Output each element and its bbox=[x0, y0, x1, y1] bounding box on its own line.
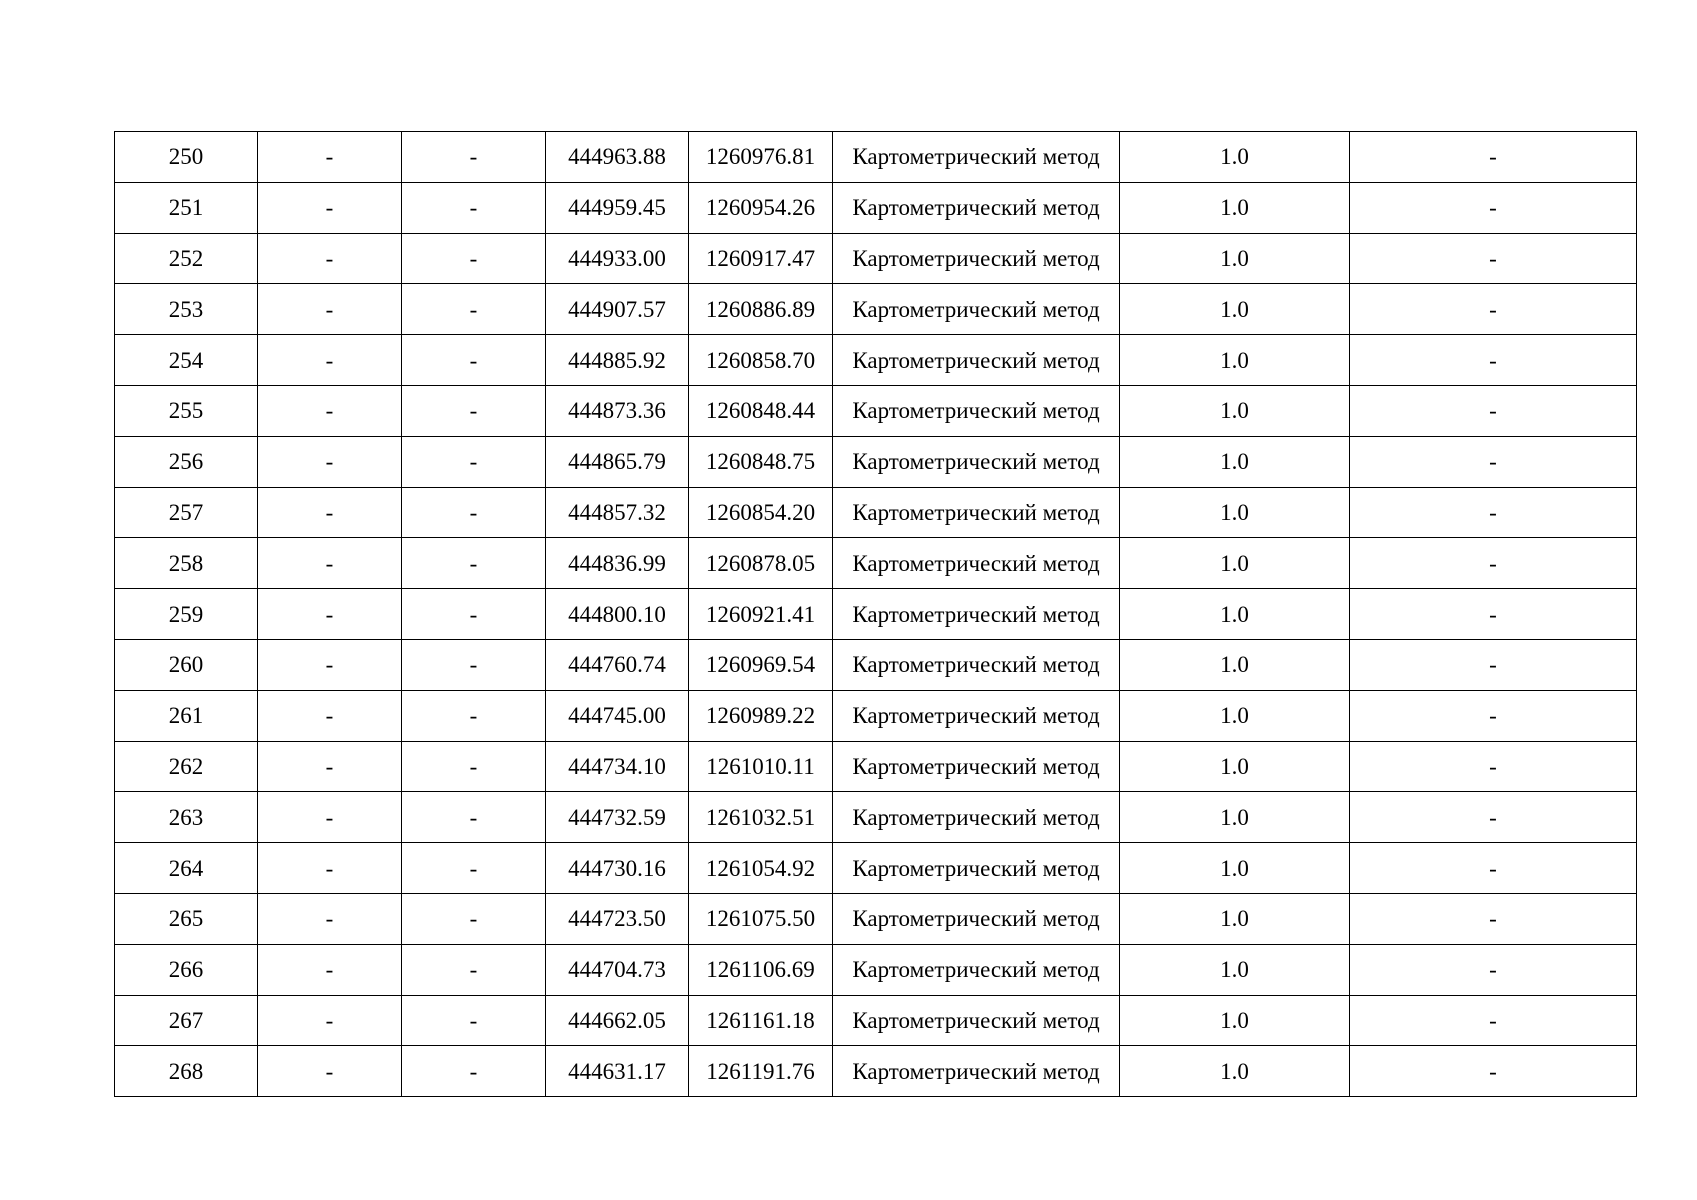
y-coordinate-cell: 1260954.26 bbox=[689, 182, 833, 233]
empty-value-cell: - bbox=[1350, 538, 1637, 589]
x-coordinate-cell: 444885.92 bbox=[546, 335, 689, 386]
x-coordinate-cell: 444760.74 bbox=[546, 639, 689, 690]
y-coordinate-cell: 1260976.81 bbox=[689, 132, 833, 183]
empty-value-cell: - bbox=[1350, 487, 1637, 538]
accuracy-cell: 1.0 bbox=[1120, 995, 1350, 1046]
empty-value-cell: - bbox=[1350, 843, 1637, 894]
x-coordinate-cell: 444730.16 bbox=[546, 843, 689, 894]
empty-value-cell: - bbox=[402, 233, 546, 284]
y-coordinate-cell: 1261054.92 bbox=[689, 843, 833, 894]
point-number-cell: 266 bbox=[115, 944, 258, 995]
empty-value-cell: - bbox=[402, 639, 546, 690]
empty-value-cell: - bbox=[258, 436, 402, 487]
empty-value-cell: - bbox=[1350, 182, 1637, 233]
empty-value-cell: - bbox=[402, 741, 546, 792]
table-row bbox=[115, 690, 1637, 741]
empty-value-cell: - bbox=[402, 385, 546, 436]
x-coordinate-cell: 444873.36 bbox=[546, 385, 689, 436]
empty-value-cell: - bbox=[1350, 792, 1637, 843]
point-number-cell: 250 bbox=[115, 132, 258, 183]
point-number-cell: 259 bbox=[115, 589, 258, 640]
empty-value-cell: - bbox=[258, 690, 402, 741]
empty-value-cell: - bbox=[1350, 944, 1637, 995]
empty-value-cell: - bbox=[258, 589, 402, 640]
point-number-cell: 262 bbox=[115, 741, 258, 792]
point-number-cell: 255 bbox=[115, 385, 258, 436]
method-cell: Картометрический метод bbox=[833, 843, 1120, 894]
accuracy-cell: 1.0 bbox=[1120, 487, 1350, 538]
empty-value-cell: - bbox=[258, 639, 402, 690]
accuracy-cell: 1.0 bbox=[1120, 182, 1350, 233]
empty-value-cell: - bbox=[258, 182, 402, 233]
x-coordinate-cell: 444704.73 bbox=[546, 944, 689, 995]
empty-value-cell: - bbox=[402, 436, 546, 487]
point-number-cell: 253 bbox=[115, 284, 258, 335]
y-coordinate-cell: 1260848.75 bbox=[689, 436, 833, 487]
empty-value-cell: - bbox=[1350, 893, 1637, 944]
y-coordinate-cell: 1260858.70 bbox=[689, 335, 833, 386]
point-number-cell: 268 bbox=[115, 1046, 258, 1097]
point-number-cell: 254 bbox=[115, 335, 258, 386]
method-cell: Картометрический метод bbox=[833, 792, 1120, 843]
table-row bbox=[115, 792, 1637, 843]
table-row bbox=[115, 944, 1637, 995]
empty-value-cell: - bbox=[258, 995, 402, 1046]
table-row bbox=[115, 182, 1637, 233]
y-coordinate-cell: 1261075.50 bbox=[689, 893, 833, 944]
empty-value-cell: - bbox=[1350, 436, 1637, 487]
accuracy-cell: 1.0 bbox=[1120, 639, 1350, 690]
method-cell: Картометрический метод bbox=[833, 385, 1120, 436]
table-row bbox=[115, 436, 1637, 487]
empty-value-cell: - bbox=[402, 893, 546, 944]
empty-value-cell: - bbox=[402, 792, 546, 843]
x-coordinate-cell: 444933.00 bbox=[546, 233, 689, 284]
method-cell: Картометрический метод bbox=[833, 944, 1120, 995]
y-coordinate-cell: 1260969.54 bbox=[689, 639, 833, 690]
empty-value-cell: - bbox=[258, 893, 402, 944]
empty-value-cell: - bbox=[402, 690, 546, 741]
empty-value-cell: - bbox=[1350, 589, 1637, 640]
table-row bbox=[115, 589, 1637, 640]
table-row bbox=[115, 741, 1637, 792]
method-cell: Картометрический метод bbox=[833, 639, 1120, 690]
table-row bbox=[115, 233, 1637, 284]
empty-value-cell: - bbox=[402, 944, 546, 995]
empty-value-cell: - bbox=[1350, 335, 1637, 386]
method-cell: Картометрический метод bbox=[833, 893, 1120, 944]
accuracy-cell: 1.0 bbox=[1120, 843, 1350, 894]
method-cell: Картометрический метод bbox=[833, 487, 1120, 538]
empty-value-cell: - bbox=[402, 182, 546, 233]
method-cell: Картометрический метод bbox=[833, 233, 1120, 284]
accuracy-cell: 1.0 bbox=[1120, 893, 1350, 944]
empty-value-cell: - bbox=[258, 487, 402, 538]
table-row bbox=[115, 538, 1637, 589]
x-coordinate-cell: 444800.10 bbox=[546, 589, 689, 640]
accuracy-cell: 1.0 bbox=[1120, 233, 1350, 284]
empty-value-cell: - bbox=[258, 741, 402, 792]
empty-value-cell: - bbox=[258, 1046, 402, 1097]
y-coordinate-cell: 1260921.41 bbox=[689, 589, 833, 640]
accuracy-cell: 1.0 bbox=[1120, 436, 1350, 487]
point-number-cell: 256 bbox=[115, 436, 258, 487]
x-coordinate-cell: 444836.99 bbox=[546, 538, 689, 589]
x-coordinate-cell: 444907.57 bbox=[546, 284, 689, 335]
accuracy-cell: 1.0 bbox=[1120, 284, 1350, 335]
accuracy-cell: 1.0 bbox=[1120, 690, 1350, 741]
empty-value-cell: - bbox=[258, 284, 402, 335]
empty-value-cell: - bbox=[1350, 284, 1637, 335]
point-number-cell: 263 bbox=[115, 792, 258, 843]
y-coordinate-cell: 1261161.18 bbox=[689, 995, 833, 1046]
empty-value-cell: - bbox=[402, 589, 546, 640]
empty-value-cell: - bbox=[402, 995, 546, 1046]
x-coordinate-cell: 444963.88 bbox=[546, 132, 689, 183]
method-cell: Картометрический метод bbox=[833, 538, 1120, 589]
y-coordinate-cell: 1261010.11 bbox=[689, 741, 833, 792]
empty-value-cell: - bbox=[402, 132, 546, 183]
coordinates-table bbox=[114, 131, 1637, 1097]
point-number-cell: 257 bbox=[115, 487, 258, 538]
empty-value-cell: - bbox=[1350, 995, 1637, 1046]
accuracy-cell: 1.0 bbox=[1120, 385, 1350, 436]
table-row bbox=[115, 843, 1637, 894]
table-row bbox=[115, 487, 1637, 538]
x-coordinate-cell: 444734.10 bbox=[546, 741, 689, 792]
x-coordinate-cell: 444662.05 bbox=[546, 995, 689, 1046]
table-row bbox=[115, 1046, 1637, 1097]
empty-value-cell: - bbox=[1350, 639, 1637, 690]
y-coordinate-cell: 1261191.76 bbox=[689, 1046, 833, 1097]
x-coordinate-cell: 444723.50 bbox=[546, 893, 689, 944]
accuracy-cell: 1.0 bbox=[1120, 792, 1350, 843]
y-coordinate-cell: 1261106.69 bbox=[689, 944, 833, 995]
method-cell: Картометрический метод bbox=[833, 690, 1120, 741]
point-number-cell: 252 bbox=[115, 233, 258, 284]
method-cell: Картометрический метод bbox=[833, 436, 1120, 487]
x-coordinate-cell: 444732.59 bbox=[546, 792, 689, 843]
table-row bbox=[115, 335, 1637, 386]
method-cell: Картометрический метод bbox=[833, 995, 1120, 1046]
point-number-cell: 265 bbox=[115, 893, 258, 944]
accuracy-cell: 1.0 bbox=[1120, 335, 1350, 386]
y-coordinate-cell: 1260886.89 bbox=[689, 284, 833, 335]
coordinates-table-body bbox=[115, 132, 1637, 1097]
accuracy-cell: 1.0 bbox=[1120, 132, 1350, 183]
empty-value-cell: - bbox=[402, 487, 546, 538]
accuracy-cell: 1.0 bbox=[1120, 944, 1350, 995]
method-cell: Картометрический метод bbox=[833, 182, 1120, 233]
empty-value-cell: - bbox=[258, 132, 402, 183]
table-row bbox=[115, 639, 1637, 690]
empty-value-cell: - bbox=[258, 233, 402, 284]
point-number-cell: 251 bbox=[115, 182, 258, 233]
point-number-cell: 260 bbox=[115, 639, 258, 690]
y-coordinate-cell: 1260878.05 bbox=[689, 538, 833, 589]
method-cell: Картометрический метод bbox=[833, 1046, 1120, 1097]
y-coordinate-cell: 1260848.44 bbox=[689, 385, 833, 436]
method-cell: Картометрический метод bbox=[833, 132, 1120, 183]
method-cell: Картометрический метод bbox=[833, 335, 1120, 386]
empty-value-cell: - bbox=[258, 944, 402, 995]
y-coordinate-cell: 1260854.20 bbox=[689, 487, 833, 538]
x-coordinate-cell: 444959.45 bbox=[546, 182, 689, 233]
table-row bbox=[115, 995, 1637, 1046]
x-coordinate-cell: 444631.17 bbox=[546, 1046, 689, 1097]
table-row bbox=[115, 132, 1637, 183]
point-number-cell: 264 bbox=[115, 843, 258, 894]
x-coordinate-cell: 444857.32 bbox=[546, 487, 689, 538]
table-row bbox=[115, 284, 1637, 335]
empty-value-cell: - bbox=[402, 1046, 546, 1097]
empty-value-cell: - bbox=[1350, 1046, 1637, 1097]
point-number-cell: 258 bbox=[115, 538, 258, 589]
y-coordinate-cell: 1260989.22 bbox=[689, 690, 833, 741]
method-cell: Картометрический метод bbox=[833, 589, 1120, 640]
accuracy-cell: 1.0 bbox=[1120, 538, 1350, 589]
accuracy-cell: 1.0 bbox=[1120, 589, 1350, 640]
empty-value-cell: - bbox=[258, 792, 402, 843]
empty-value-cell: - bbox=[258, 385, 402, 436]
y-coordinate-cell: 1260917.47 bbox=[689, 233, 833, 284]
empty-value-cell: - bbox=[402, 284, 546, 335]
empty-value-cell: - bbox=[258, 335, 402, 386]
point-number-cell: 261 bbox=[115, 690, 258, 741]
empty-value-cell: - bbox=[1350, 385, 1637, 436]
empty-value-cell: - bbox=[1350, 233, 1637, 284]
empty-value-cell: - bbox=[402, 335, 546, 386]
y-coordinate-cell: 1261032.51 bbox=[689, 792, 833, 843]
accuracy-cell: 1.0 bbox=[1120, 741, 1350, 792]
method-cell: Картометрический метод bbox=[833, 284, 1120, 335]
point-number-cell: 267 bbox=[115, 995, 258, 1046]
empty-value-cell: - bbox=[402, 538, 546, 589]
empty-value-cell: - bbox=[258, 843, 402, 894]
empty-value-cell: - bbox=[1350, 690, 1637, 741]
empty-value-cell: - bbox=[1350, 132, 1637, 183]
empty-value-cell: - bbox=[258, 538, 402, 589]
empty-value-cell: - bbox=[1350, 741, 1637, 792]
table-row bbox=[115, 385, 1637, 436]
method-cell: Картометрический метод bbox=[833, 741, 1120, 792]
accuracy-cell: 1.0 bbox=[1120, 1046, 1350, 1097]
x-coordinate-cell: 444865.79 bbox=[546, 436, 689, 487]
table-row bbox=[115, 893, 1637, 944]
x-coordinate-cell: 444745.00 bbox=[546, 690, 689, 741]
empty-value-cell: - bbox=[402, 843, 546, 894]
